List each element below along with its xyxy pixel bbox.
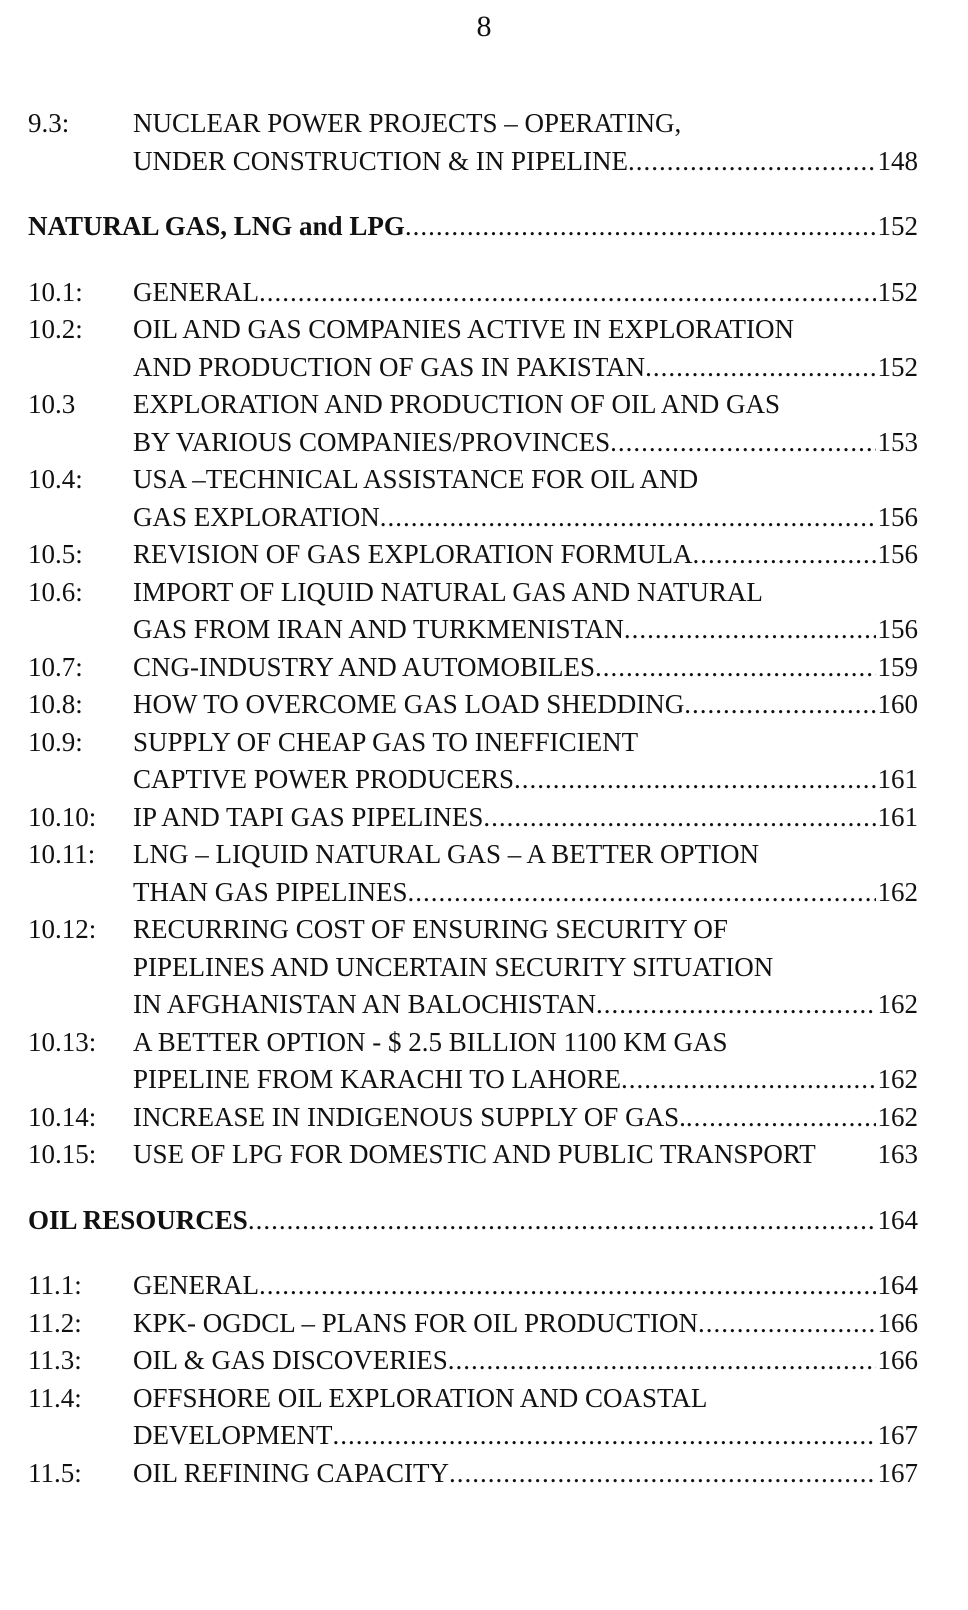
page-ref: 160 xyxy=(877,689,918,719)
toc-entry-content xyxy=(133,385,918,423)
dot-leader xyxy=(380,498,876,536)
dot-leader xyxy=(698,1304,875,1342)
entry-number: 9.3: xyxy=(28,108,70,138)
dot-leader xyxy=(628,142,876,180)
page-ref: 152 xyxy=(877,351,918,382)
toc-entry-content xyxy=(133,1060,918,1098)
entry-number: 10.3 xyxy=(28,389,76,419)
dot-leader xyxy=(259,1266,876,1304)
entry-title: GAS FROM IRAN AND TURKMENISTAN xyxy=(133,614,624,644)
toc-entry-content xyxy=(133,723,918,761)
toc-entry-line[interactable] xyxy=(0,798,968,836)
toc-entry-content xyxy=(133,460,918,498)
page-ref: 152 xyxy=(877,276,918,307)
toc-entry-content xyxy=(133,798,918,836)
page-ref: 164 xyxy=(877,1270,918,1300)
toc-entry-content xyxy=(133,648,918,686)
toc-entry-line[interactable] xyxy=(0,142,968,180)
toc-entry-line[interactable] xyxy=(0,310,968,348)
toc-entry-line[interactable] xyxy=(0,535,968,573)
toc-section-heading[interactable] xyxy=(0,207,968,245)
toc-entry-line[interactable] xyxy=(0,1304,968,1342)
toc-entry-line[interactable] xyxy=(0,273,968,311)
entry-number: 11.4: xyxy=(28,1382,82,1413)
entry-number: 11.2: xyxy=(28,1307,82,1338)
toc-section-heading[interactable] xyxy=(0,1201,968,1239)
dot-leader xyxy=(408,873,876,911)
page-ref: 156 xyxy=(877,614,918,644)
toc-entry-content xyxy=(133,1135,918,1173)
entry-title: GENERAL xyxy=(133,276,259,307)
toc-entry-line[interactable] xyxy=(0,1379,968,1417)
entry-number: 10.6: xyxy=(28,576,83,607)
toc-entry-content xyxy=(133,104,918,142)
toc-entry-content xyxy=(133,1304,918,1342)
entry-title: LNG – LIQUID NATURAL GAS – A BETTER OPTION xyxy=(133,839,759,869)
dot-leader xyxy=(624,610,876,648)
entry-number: 10.10: xyxy=(28,801,97,832)
toc-entry-content xyxy=(133,1023,918,1061)
entry-number: 10.8: xyxy=(28,689,83,719)
entry-number: 10.7: xyxy=(28,651,83,682)
entry-title: GENERAL xyxy=(133,1270,259,1300)
toc-entry-content xyxy=(133,535,918,573)
toc-entry-content xyxy=(133,873,918,911)
dot-leader xyxy=(621,1060,875,1098)
toc-entry-content xyxy=(133,348,918,386)
dot-leader xyxy=(686,1098,876,1136)
entry-title: IMPORT OF LIQUID NATURAL GAS AND NATURAL xyxy=(133,576,763,607)
page-ref: 167 xyxy=(877,1457,918,1488)
dot-leader xyxy=(684,685,875,723)
toc-entry-line[interactable] xyxy=(0,723,968,761)
entry-number: 10.12: xyxy=(28,914,97,944)
page-ref: 162 xyxy=(877,1064,918,1094)
toc-entry-content xyxy=(133,1416,918,1454)
toc-entry-content xyxy=(133,760,918,798)
toc-entry-line[interactable] xyxy=(0,610,968,648)
entry-title: OIL REFINING CAPACITY xyxy=(133,1457,450,1488)
toc-entry-line[interactable] xyxy=(0,1416,968,1454)
entry-number: 11.5: xyxy=(28,1457,82,1488)
toc-entry-content xyxy=(133,1379,918,1417)
page-ref: 159 xyxy=(877,651,918,682)
entry-title: AND PRODUCTION OF GAS IN PAKISTAN xyxy=(133,351,646,382)
entry-title: OFFSHORE OIL EXPLORATION AND COASTAL xyxy=(133,1382,708,1413)
entry-number: 11.3: xyxy=(28,1345,82,1375)
page-ref: 163 xyxy=(877,1139,918,1169)
toc-entry-line[interactable] xyxy=(0,385,968,423)
entry-title: RECURRING COST OF ENSURING SECURITY OF xyxy=(133,914,728,944)
entry-title: CAPTIVE POWER PRODUCERS xyxy=(133,764,515,794)
toc-entry-content xyxy=(133,1341,918,1379)
entry-title: EXPLORATION AND PRODUCTION OF OIL AND GAS xyxy=(133,389,781,419)
entry-title: UNDER CONSTRUCTION & IN PIPELINE xyxy=(133,145,628,176)
entry-number: 10.15: xyxy=(28,1139,97,1169)
entry-number: 10.2: xyxy=(28,314,83,344)
entry-title: KPK- OGDCL – PLANS FOR OIL PRODUCTION xyxy=(133,1307,699,1338)
dot-leader xyxy=(259,273,876,311)
toc-entry-line[interactable] xyxy=(0,498,968,536)
dot-leader xyxy=(514,760,875,798)
toc-entry-line[interactable] xyxy=(0,835,968,873)
dot-leader xyxy=(693,535,876,573)
page-ref: 148 xyxy=(877,145,918,176)
toc-entry-line[interactable] xyxy=(0,1023,968,1061)
toc-entry-line[interactable] xyxy=(0,104,968,142)
dot-leader xyxy=(645,348,875,386)
toc-entry-line[interactable] xyxy=(0,1266,968,1304)
toc-entry-content xyxy=(133,498,918,536)
dot-leader xyxy=(483,798,875,836)
toc-entry-content xyxy=(133,910,918,948)
entry-title: INCREASE IN INDIGENOUS SUPPLY OF GAS. xyxy=(133,1101,686,1132)
entry-number: 10.5: xyxy=(28,539,83,569)
toc-entry-line[interactable] xyxy=(0,573,968,611)
page-ref: 161 xyxy=(877,764,918,794)
dot-leader xyxy=(448,1341,876,1379)
toc-entry-line[interactable] xyxy=(0,423,968,461)
toc-entry-line[interactable] xyxy=(0,948,968,986)
dot-leader xyxy=(595,648,875,686)
dot-leader xyxy=(610,423,875,461)
entry-title: OIL & GAS DISCOVERIES xyxy=(133,1345,448,1375)
page-ref: 167 xyxy=(877,1420,918,1450)
toc-entry-content xyxy=(133,1098,918,1136)
dot-leader xyxy=(405,207,876,245)
entry-title: BY VARIOUS COMPANIES/PROVINCES xyxy=(133,426,611,457)
toc-entry-content xyxy=(133,835,918,873)
page-ref: 162 xyxy=(877,989,918,1019)
entry-number: 10.13: xyxy=(28,1026,97,1057)
toc-entry-line[interactable] xyxy=(0,873,968,911)
page-ref: 162 xyxy=(877,1101,918,1132)
entry-title: OIL AND GAS COMPANIES ACTIVE IN EXPLORATION xyxy=(133,314,795,344)
entry-number: 10.11: xyxy=(28,839,96,869)
page-ref: 164 xyxy=(877,1204,918,1235)
toc-entry-line[interactable] xyxy=(0,1135,968,1173)
toc-entry-content xyxy=(133,685,918,723)
entry-number: 10.1: xyxy=(28,276,83,307)
section-title: NATURAL GAS, LNG and LPG xyxy=(28,211,405,241)
toc-entry-content xyxy=(133,610,918,648)
toc-entry-line[interactable] xyxy=(0,1098,968,1136)
entry-title: USA –TECHNICAL ASSISTANCE FOR OIL AND xyxy=(133,464,699,494)
entry-title: USE OF LPG FOR DOMESTIC AND PUBLIC TRANSPORT xyxy=(133,1139,816,1169)
toc-entry-content xyxy=(133,142,918,180)
toc-entry-content xyxy=(28,1201,918,1239)
toc-entry-line[interactable] xyxy=(0,760,968,798)
entry-title: NUCLEAR POWER PROJECTS – OPERATING, xyxy=(133,108,682,138)
page-ref: 156 xyxy=(877,539,918,569)
entry-number: 11.1: xyxy=(28,1270,82,1300)
page-ref: 166 xyxy=(877,1345,918,1375)
entry-title: DEVELOPMENT xyxy=(133,1420,333,1450)
entry-number: 10.9: xyxy=(28,726,83,757)
toc-entry-content xyxy=(28,207,918,245)
entry-title: CNG-INDUSTRY AND AUTOMOBILES xyxy=(133,651,596,682)
entry-title: HOW TO OVERCOME GAS LOAD SHEDDING xyxy=(133,689,685,719)
page-ref: 156 xyxy=(877,501,918,532)
page-ref: 153 xyxy=(877,426,918,457)
entry-title: PIPELINE FROM KARACHI TO LAHORE xyxy=(133,1064,622,1094)
page-ref: 162 xyxy=(877,876,918,907)
entry-title: REVISION OF GAS EXPLORATION FORMULA xyxy=(133,539,693,569)
entry-title: PIPELINES AND UNCERTAIN SECURITY SITUATION xyxy=(133,951,774,982)
toc-entry-content xyxy=(133,985,918,1023)
entry-number: 10.14: xyxy=(28,1101,97,1132)
toc-entry-content xyxy=(133,948,918,986)
page-ref: 161 xyxy=(877,801,918,832)
entry-title: THAN GAS PIPELINES xyxy=(133,876,408,907)
entry-title: IP AND TAPI GAS PIPELINES xyxy=(133,801,484,832)
page-number: 8 xyxy=(476,10,492,43)
dot-leader xyxy=(332,1416,875,1454)
toc-entry-content xyxy=(133,573,918,611)
toc-entry-line[interactable] xyxy=(0,910,968,948)
toc-entry-line[interactable] xyxy=(0,460,968,498)
entry-title: SUPPLY OF CHEAP GAS TO INEFFICIENT xyxy=(133,726,639,757)
section-title: OIL RESOURCES xyxy=(28,1204,248,1235)
toc-entry-content xyxy=(133,423,918,461)
page-ref: 152 xyxy=(877,211,918,241)
toc-entry-line[interactable] xyxy=(0,985,968,1023)
toc-entry-line[interactable] xyxy=(0,348,968,386)
toc-entry-content xyxy=(133,1454,918,1492)
entry-number: 10.4: xyxy=(28,464,83,494)
toc-entry-content xyxy=(133,1266,918,1304)
entry-title: A BETTER OPTION - $ 2.5 BILLION 1100 KM GAS xyxy=(133,1026,728,1057)
dot-leader xyxy=(596,985,876,1023)
toc-entry-content xyxy=(133,310,918,348)
entry-title: GAS EXPLORATION xyxy=(133,501,380,532)
toc-entry-line[interactable] xyxy=(0,1341,968,1379)
dot-leader xyxy=(449,1454,875,1492)
toc-entry-line[interactable] xyxy=(0,685,968,723)
page-ref: 166 xyxy=(877,1307,918,1338)
dot-leader xyxy=(248,1201,876,1239)
toc-entry-line[interactable] xyxy=(0,648,968,686)
entry-title: IN AFGHANISTAN AN BALOCHISTAN xyxy=(133,989,596,1019)
toc-entry-content xyxy=(133,273,918,311)
toc-entry-line[interactable] xyxy=(0,1060,968,1098)
toc-entry-line[interactable] xyxy=(0,1454,968,1492)
